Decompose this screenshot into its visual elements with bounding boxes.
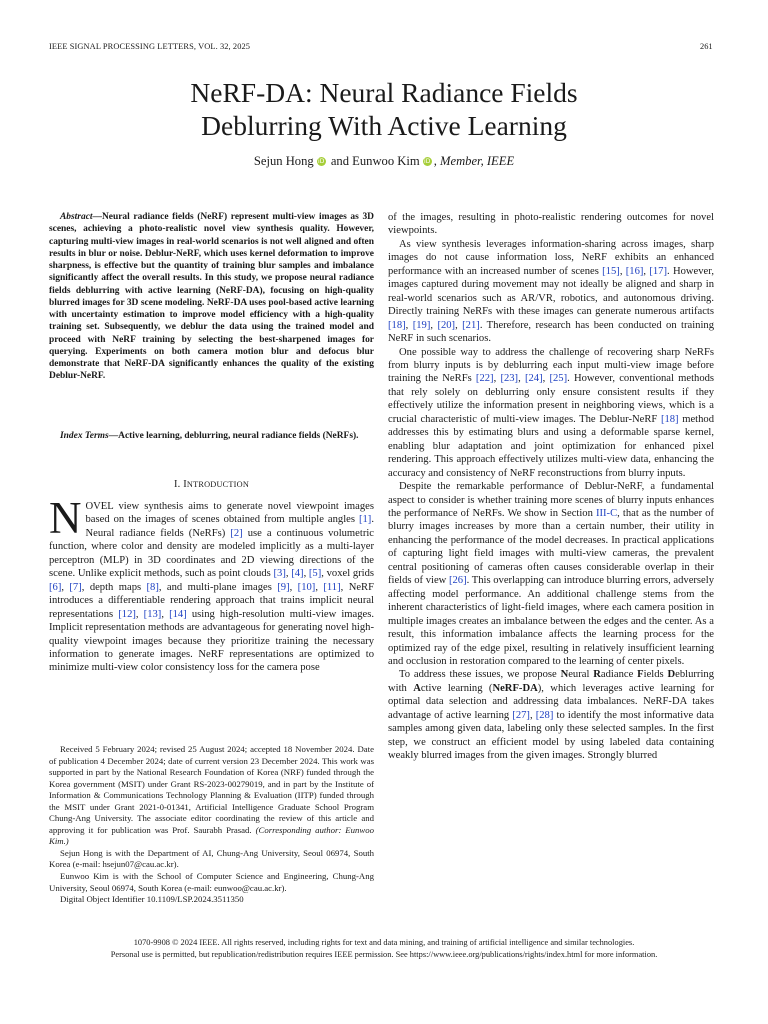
citation-link[interactable]: [18] — [660, 413, 679, 425]
page-number: 261 — [700, 42, 713, 51]
citation-link[interactable]: [5] — [308, 568, 322, 580]
citation-link[interactable]: [15] — [602, 265, 620, 277]
citation-link[interactable]: [11] — [323, 581, 341, 593]
citation-link[interactable]: [18] — [388, 319, 406, 331]
citation-link[interactable]: [19] — [412, 319, 431, 331]
title-line-2: Deblurring With Active Learning — [201, 110, 567, 141]
citation-link[interactable]: [28] — [535, 709, 554, 721]
footnotes — [49, 744, 374, 906]
citation-link[interactable]: [8] — [146, 581, 159, 593]
index-terms — [49, 430, 374, 442]
author-line: Sejun Hong iD and Eunwoo Kim iD , Member, IEEE — [253, 154, 515, 168]
citation-link[interactable]: [4] — [291, 568, 304, 580]
citation-link[interactable]: [3] — [273, 568, 286, 580]
citation-link[interactable]: [17] — [649, 265, 668, 277]
footnote-author-2: Eunwoo Kim is with the School of Computer Science and Engineering, Chung-Ang University, Seoul 06974, South Korea (e-mail: eunwoo@cau.ac.kr). — [49, 871, 374, 893]
citation-link[interactable]: [25] — [549, 373, 568, 385]
citation-link[interactable]: [12] — [118, 608, 136, 620]
bold-text: D — [667, 669, 676, 681]
author-2-name: and Eunwoo Kim — [330, 154, 420, 168]
title-line-1: NeRF-DA: Neural Radiance Fields — [190, 77, 578, 108]
orcid-icon[interactable]: iD — [424, 158, 431, 165]
citation-link[interactable]: [7] — [69, 581, 82, 593]
citation-link[interactable]: [13] — [143, 608, 162, 620]
bold-text: F — [637, 669, 644, 681]
footnote-author-1: Sejun Hong is with the Department of AI, Chung-Ang University, Seoul 06974, South Korea (e-mail: hsejun07@cau.ac.kr). — [49, 847, 374, 870]
citation-link[interactable]: [23] — [500, 373, 519, 385]
corresponding-author: (Corresponding author: Eunwoo Kim.) — [49, 824, 374, 847]
paragraph: To address these issues, we propose Neural Radiance Fields Deblurring with Active learning (NeRF-DA), which leverages active learning for optimal data selection and addressing data imbalances. NeRF-DA takes advantage of active learning [27], [28] to identify the most informative data samples among given data, labeling only these selected samples. In the first step, we construct an efficient model by using labeled data containing weakly blurred images from the given images. Strongly blurred — [388, 669, 715, 762]
citation-link[interactable]: [27] — [512, 709, 530, 721]
citation-link[interactable]: [21] — [462, 319, 480, 331]
citation-link[interactable]: [9] — [277, 581, 290, 593]
abstract — [49, 211, 374, 383]
paper-title — [0, 76, 768, 142]
citation-link[interactable]: III-C — [595, 507, 618, 519]
intro-paragraph-1: NOVEL view synthesis aims to generate novel viewpoint images based on the images of scenes obtained from multiple angles [1]. Neural radiance fields (NeRFs) [2] use a continuous volumetric function, where color and density are modeled implicitly as a multi-layer perceptron (MLP) in 3D coordinates and 2D viewing directions of the scene. Unlike explicit methods, such as point clouds [3], [4], [5], voxel grids [6], [7], depth maps [8], and multi-plane images [9], [10], [11], NeRF introduces a differentiable rendering approach that trains implicit neural representations [12], [13], [14] using high-resolution multi-view images. Implicit representation methods are advantageous for generating novel high-quality viewpoint images because they prioritize training the necessary information to generate images. NeRF representations are optimized to minimize multi-view color consistency loss for the camera pose — [49, 493, 375, 674]
citation-link[interactable]: [14] — [169, 608, 187, 620]
paragraph: Despite the remarkable performance of Deblur-NeRF, a fundamental aspect to consider is whether training more scenes of blurry inputs enhances the performance of NeRFs. We show in Section III-C, that as the number of blurry images increases by more than a certain number, their utility in enhancing the performance of the model decreases. In practical applications of capturing light field images with multi-view cameras, the prevalent central positioning of cameras often causes considerable overlap in their fields of view [26]. This overlapping can introduce blurring errors, adversely affecting model performance. An additional challenge stems from the inherent characteristics of light-field images, where each camera position in multiple images creates an imbalance between the edges and the center. As a result, this information imbalance affects the learning process for the optimized ray of the edge pixel, resulting in relatively insufficient learning and occlusion in restoration compared to the learning of center pixels. — [388, 481, 714, 667]
citation-link[interactable]: [26] — [448, 575, 467, 587]
author-1-name: Sejun Hong — [253, 154, 314, 168]
citation-link[interactable]: [16] — [625, 265, 644, 277]
citation-link[interactable]: [20] — [437, 319, 456, 331]
paragraph: of the images, resulting in photo-realistic rendering outcomes for novel viewpoints. — [388, 212, 714, 237]
bold-text: NeRF-DA — [492, 682, 538, 694]
bold-text: A — [413, 682, 421, 694]
paragraph: One possible way to address the challenge of recovering sharp NeRFs from blurry inputs is by deblurring each input multi-view image before training the NeRFs [22], [23], [24], [25]. However, conventional methods that rely solely on deblurring only ensure consistent results if they effectively utilize the information present in neighboring views, which is a crucial characteristic of multi-view images. The Deblur-NeRF [18] method addresses this by estimating blurs and using a deformable sparse kernel, enabling blur adaptation and joint optimization for enhanced pixel rendering. This approach effectively utilizes multi-view data, enhancing the accuracy and consistency of NeRF reconstructions from blurry inputs. — [388, 346, 715, 479]
paragraph: As view synthesis leverages information-sharing across images, sharp images do not cause information loss, NeRF exhibits an enhanced performance with an increased number of scenes [15], [16], [17]. However, images captured during movement may not ideally be aligned and sharp in real-world scenarios such as AR/VR, robotics, and autonomous driving. Directly training NeRFs with these images can generate numerous artifacts [18], [19], [20], [21]. Therefore, research has been conducted on training NeRF in such scenarios. — [388, 238, 715, 345]
citation-link[interactable]: [10] — [297, 581, 316, 593]
author-membership: Member, IEEE — [440, 154, 515, 168]
abstract-body: —Neural radiance fields (NeRF) represent multi-view images as 3D scenes, achieving a photo-realistic novel view synthesis quality. However, capturing multi-view images in real-world scenarios is not well aligned and often results in blur or noise. Deblur-NeRF, which uses kernel deformation to improve sharpness, is effective but the quantity of training blur samples and imbalance significantly affect the overall results. In this study, we propose neural radiance fields deblurring with active learning (NeRF-DA), focusing on high-quality blurred images for 3D scene modeling. NeRF-DA uses pool-based active learning with uncertainty estimation to improve model efficiency with a high-quality training set. Subsequently, we deblur the data using the trained model and proceed with NeRF training by selecting the best-sharpened images for querying. Experiments on both camera motion blur and defocus blur demonstrate that NeRF-DA significantly enhances the quality of the existing Deblur-NeRF. — [49, 212, 374, 382]
index-terms-label: Index Terms — [60, 431, 109, 441]
citation-link[interactable]: [22] — [475, 373, 494, 385]
orcid-icon[interactable]: iD — [318, 158, 325, 165]
footnote-doi: Digital Object Identifier 10.1109/LSP.2024.3511350 — [60, 894, 244, 905]
section-heading-introduction: I. INTRODUCTION — [173, 479, 250, 490]
journal-header: IEEE SIGNAL PROCESSING LETTERS, VOL. 32, 2025 — [49, 42, 251, 51]
bold-text: N — [560, 669, 569, 681]
footnote-received: Received 5 February 2024; revised 25 August 2024; accepted 18 November 2024. Date of publication 4 December 2024; date of current version 23 December 2024. This work was supported in part by the National Research Foundation of Korea (NRF) funded through the Korea government (MSIT) under Grant RS-2023-00279019, and in part by the Institute of Information & Communications Technology Planning & Evaluation (IITP) funded through the MSIT under Grant 2021-0-01341, Artificial Intelligence Graduate School Program Chung-Ang University. The associate editor coordinating the review of this article and approving it for publication was Prof. Saurabh Prasad. (Corresponding author: Eunwoo Kim.) — [49, 744, 374, 847]
right-column — [388, 211, 714, 763]
abstract-label: Abstract — [60, 212, 93, 222]
citation-link[interactable]: [1] — [358, 514, 372, 526]
copyright-line-2: Personal use is permitted, but republication/redistribution requires IEEE permission. See https://www.ieee.org/publications/rights/index.html for more information. — [110, 950, 658, 959]
citation-link[interactable]: [2] — [230, 527, 243, 539]
citation-link[interactable]: [6] — [49, 581, 62, 593]
citation-link[interactable]: [24] — [524, 373, 543, 385]
bold-text: R — [593, 669, 601, 681]
copyright-line-1: 1070-9908 © 2024 IEEE. All rights reserved, including rights for text and data mining, and training of artificial intelligence and similar technologies. — [133, 938, 635, 947]
index-terms-body: —Active learning, deblurring, neural radiance fields (NeRFs). — [108, 431, 359, 441]
drop-cap: N — [49, 493, 82, 543]
